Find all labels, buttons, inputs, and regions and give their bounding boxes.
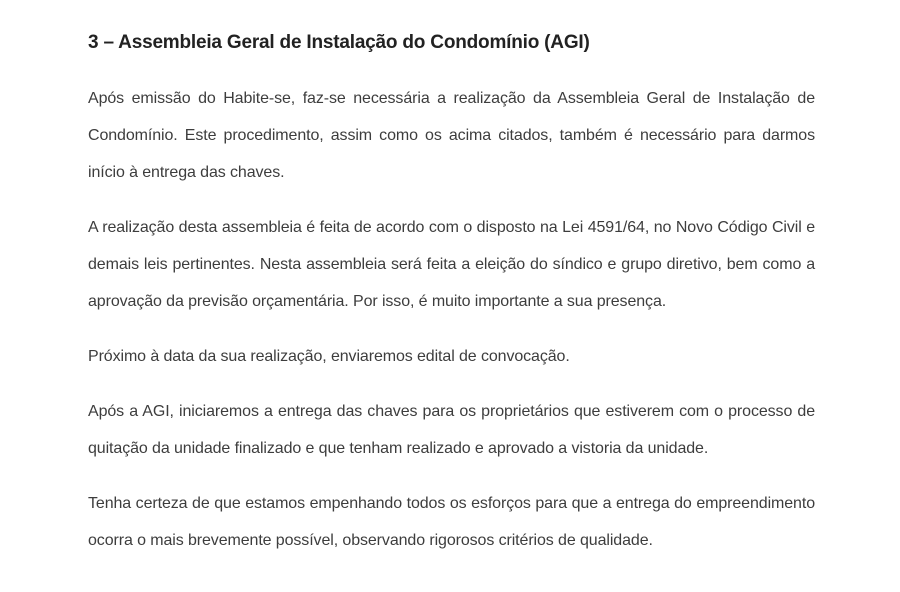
paragraph-edital-convocacao: Próximo à data da sua realização, enviaremos edital de convocação. bbox=[88, 348, 570, 365]
paragraph-compromisso-qualidade: Tenha certeza de que estamos empenhando todos os esforços para que a entrega do empreendimento ocorra o mais brevemente possível, observando rigorosos critérios de qualidade. bbox=[88, 495, 815, 549]
document-content bbox=[88, 30, 815, 577]
section-heading: 3 – Assembleia Geral de Instalação do Condomínio (AGI) bbox=[88, 32, 590, 53]
paragraph-intro-habite-se: Após emissão do Habite-se, faz-se necessária a realização da Assembleia Geral de Instalação de Condomínio. Este procedimento, assim como os acima citados, também é necessário para darmos início à entrega das chaves. bbox=[88, 90, 815, 181]
paragraph-entrega-chaves: Após a AGI, iniciaremos a entrega das chaves para os proprietários que estiverem com o processo de quitação da unidade finalizado e que tenham realizado e aprovado a vistoria da unidade. bbox=[88, 403, 815, 457]
paragraph-lei-4591: A realização desta assembleia é feita de acordo com o disposto na Lei 4591/64, no Novo Código Civil e demais leis pertinentes. Nesta assembleia será feita a eleição do síndico e grupo diretivo, bem como a aprovação da previsão orçamentária. Por isso, é muito importante a sua presença. bbox=[88, 219, 815, 310]
